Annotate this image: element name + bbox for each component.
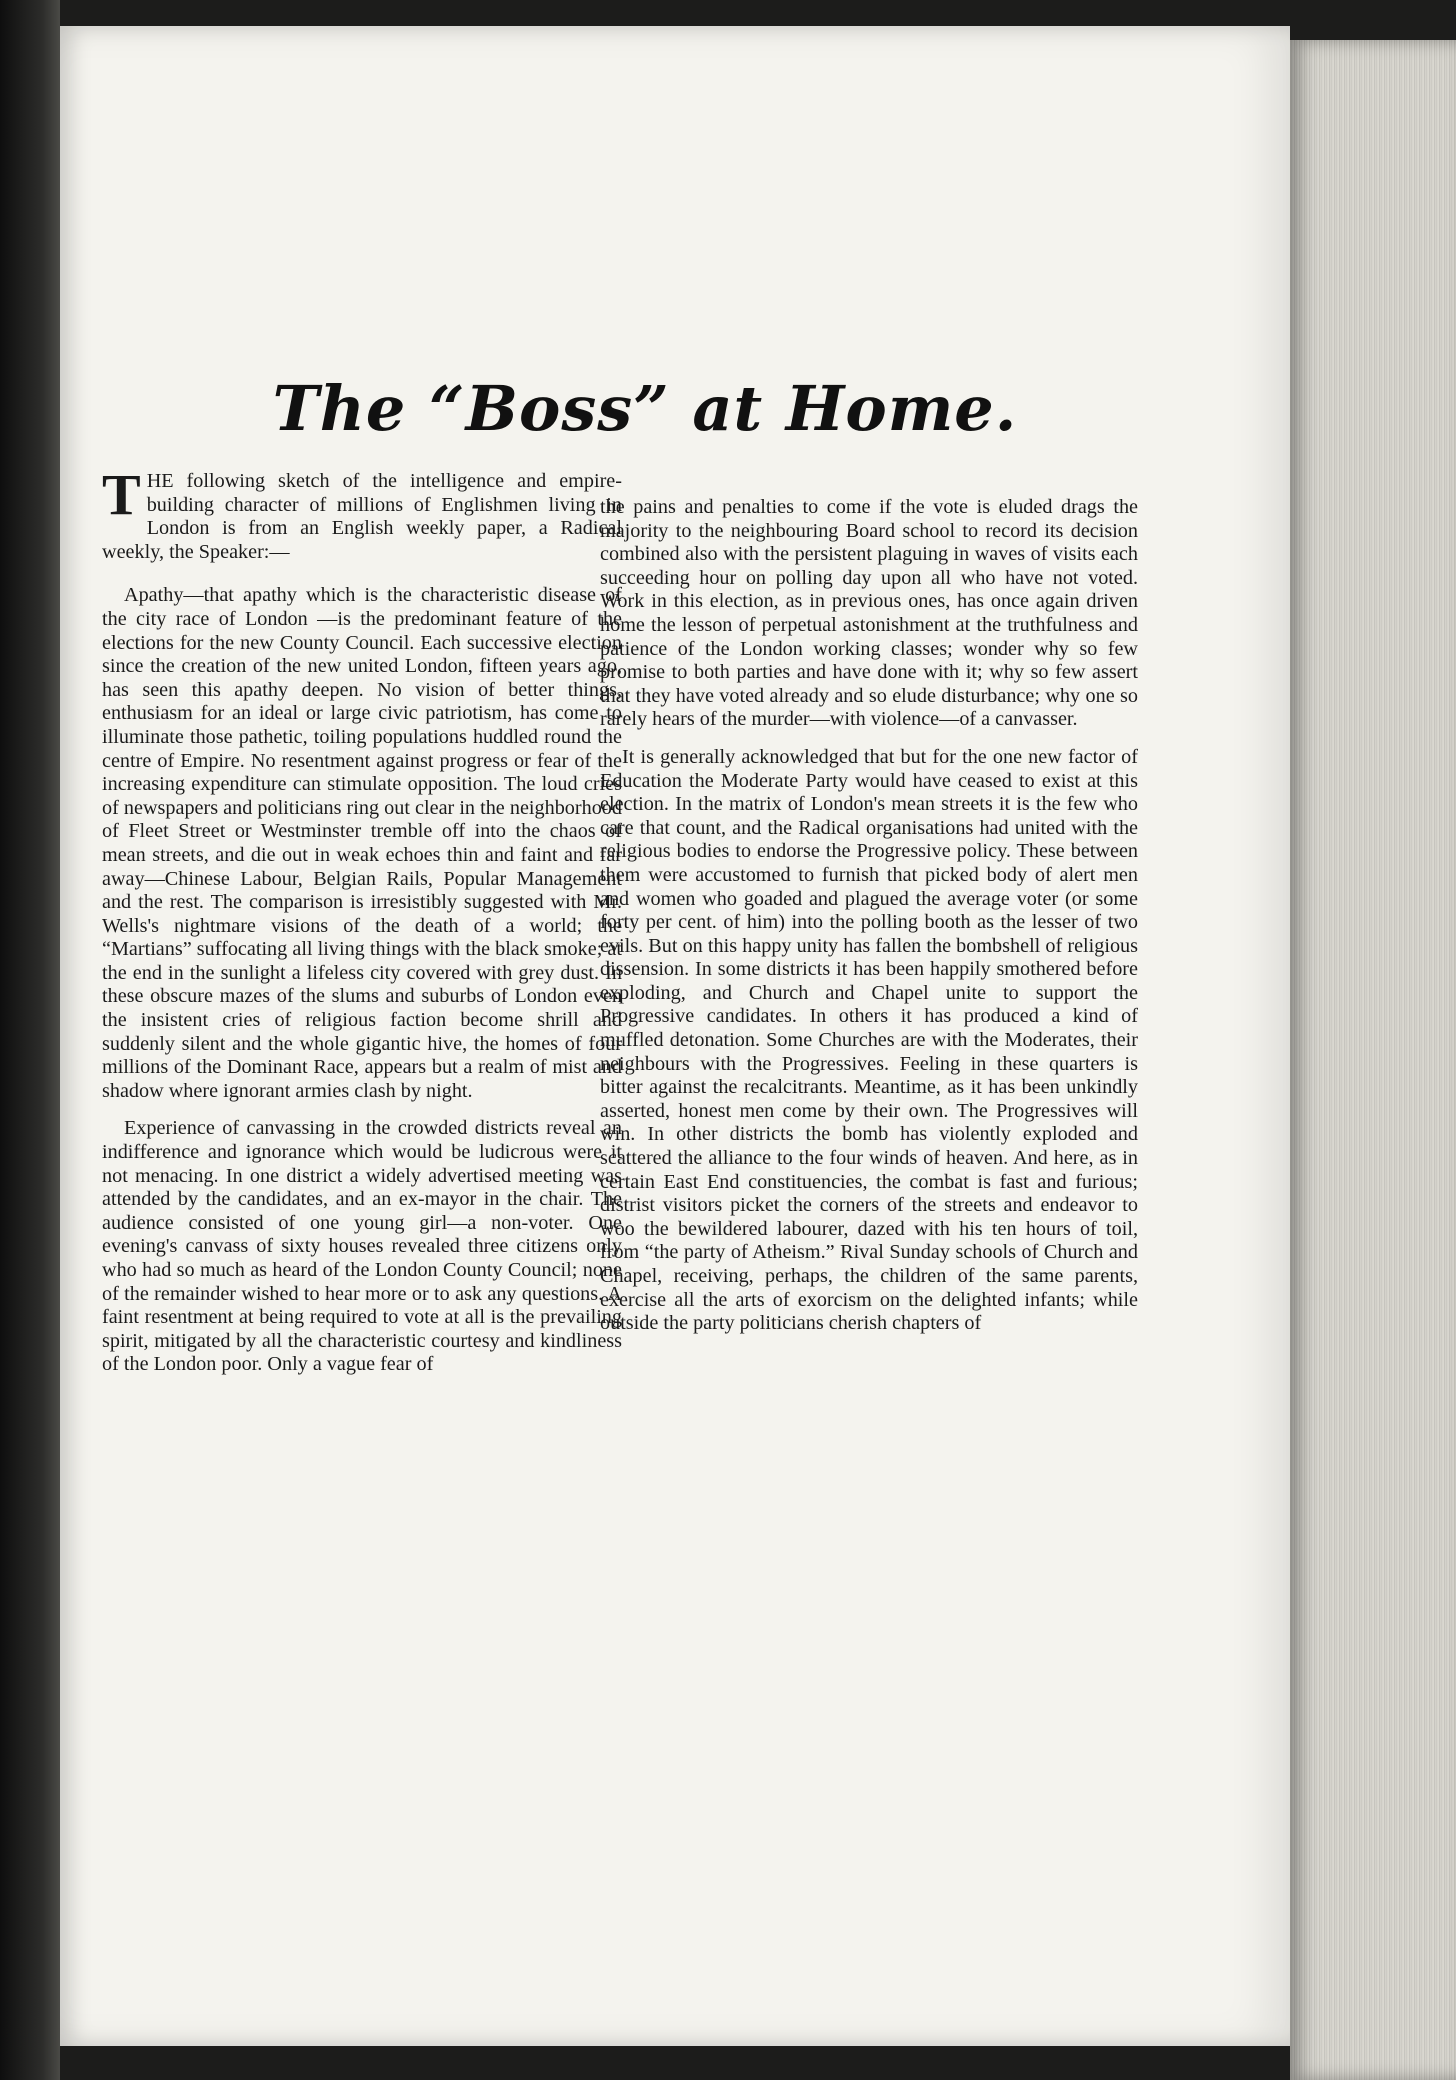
body-paragraph: Experience of canvassing in the crowded districts reveal an indifference and ignorance which would be ludicrous were it not menacing. In one district a widely advertised meeting was attended by the candidates, and an ex-mayor in the chair. The audience consisted of one young girl—a non-voter. One evening's canvass of sixty houses revealed three citizens only who had so much as heard of the London County Council; none of the remainder wished to hear more or to ask any questions. A faint resentment at being required to vote at all is the prevailing spirit, mitigated by all the characteristic courtesy and kindliness of the London poor. Only a vague fear of: [102, 1117, 622, 1376]
right-column: [600, 496, 1138, 1350]
book-page-edges: [1290, 40, 1456, 2080]
body-paragraph: It is generally acknowledged that but for the one new factor of Education the Moderate Party would have ceased to exist at this election. In the matrix of London's mean streets it is the few who care that count, and the Radical organisations had united with the religious bodies to endorse the Progressive policy. These between them were accustomed to furnish that picked body of alert men and women who goaded and plagued the average voter (or some forty per cent. of him) into the polling booth as the lesser of two evils. But on this happy unity has fallen the bombshell of religious dissension. In some districts it has been happily smothered before exploding, and Church and Chapel unite to support the Progressive candidates. In others it has produced a kind of muffled detonation. Some Churches are with the Moderates, their neighbours with the Progressives. Feeling in these quarters is bitter against the recalcitrants. Meantime, as it has been unkindly asserted, honest men come by their own. The Progressives will win. In other districts the bomb has violently exploded and scattered the alliance to the four winds of heaven. And here, as in certain East End constituencies, the combat is fast and furious; distrist visitors picket the corners of the streets and endeavor to woo the bewildered labourer, dazed with his ten hours of toil, from “the party of Atheism.” Rival Sunday schools of Church and Chapel, receiving, perhaps, the children of the same parents, exercise all the arts of exorcism on the delighted infants; while outside the party politicians cherish chapters of: [600, 745, 1138, 1335]
body-paragraph: the pains and penalties to come if the vote is eluded drags the majority to the neighbouring Board school to record its decision combined also with the persistent plaguing in waves of visits each succeeding hour on polling day upon all who have not voted. Work in this election, as in previous ones, has once again driven home the lesson of perpetual astonishment at the truthfulness and patience of the London working classes; wonder why so few promise to both parties and have done with it; why so few assert that they have voted already and so elude disturbance; why one so rarely hears of the murder—with violence—of a canvasser.: [600, 496, 1138, 731]
intro-text: HE following sketch of the intelligence and empire-building character of millions of Englishmen living in London is from an English weekly paper, a Radical weekly, the Speaker:—: [102, 470, 622, 563]
left-column: [102, 462, 622, 1391]
drop-cap: T: [102, 462, 141, 527]
book-binding-shadow: [0, 0, 60, 2080]
intro-paragraph: [102, 462, 622, 564]
body-paragraph: Apathy—that apathy which is the characteristic disease of the city race of London —is the predominant feature of the elections for the new County Council. Each successive election since the creation of the new united London, fifteen years ago, has seen this apathy deepen. No vision of better things, enthusiasm for an ideal or large civic patriotism, has come to illuminate those pathetic, toiling populations huddled round the centre of Empire. No resentment against progress or fear of the increasing expenditure can stimulate opposition. The loud cries of newspapers and politicians ring out clear in the neighborhood of Fleet Street or Westminster tremble off into the chaos of mean streets, and die out in weak echoes thin and faint and far away—Chinese Labour, Belgian Rails, Popular Management and the rest. The comparison is irresistibly suggested with Mr. Wells's nightmare visions of the death of a world; the “Martians” suffocating all living things with the black smoke; at the end in the sunlight a lifeless city covered with grey dust. In these obscure mazes of the slums and suburbs of London even the insistent cries of religious faction become shrill and suddenly silent and the whole gigantic hive, the homes of four millions of the Dominant Race, appears but a realm of mist and shadow where ignorant armies clash by night.: [102, 584, 622, 1102]
article-title: The “Boss” at Home.: [272, 371, 1018, 445]
